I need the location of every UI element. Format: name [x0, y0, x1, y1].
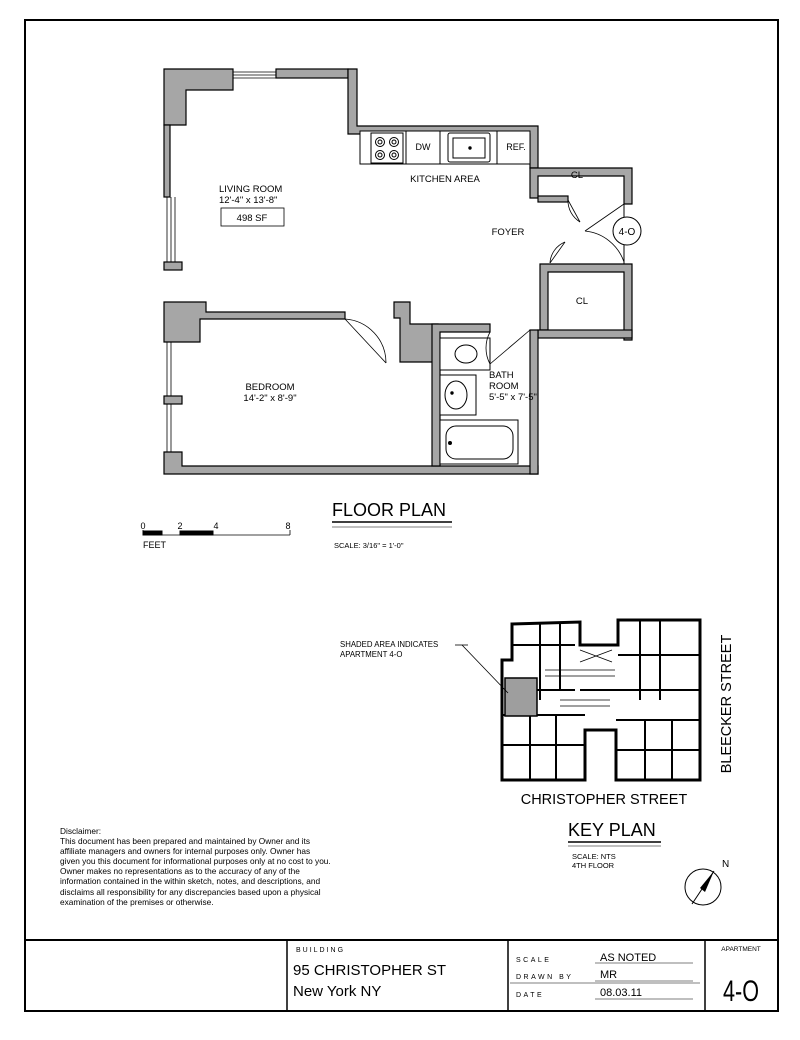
bedroom-name: BEDROOM: [245, 382, 295, 393]
date-label: DATE: [516, 992, 545, 999]
bath-dims: 5'-5" x 7'-5": [489, 392, 537, 403]
floor-plan-title: FLOOR PLAN: [332, 500, 447, 520]
drawn-by-label: DRAWN BY: [516, 974, 574, 981]
key-plan-building: [502, 620, 700, 780]
key-plan-callout-2: APARTMENT 4-O: [340, 650, 403, 659]
kitchen-name: KITCHEN AREA: [410, 174, 480, 185]
date-value: 08.03.11: [600, 987, 643, 999]
drawn-by-value: MR: [600, 969, 618, 981]
toilet-icon: [455, 345, 477, 363]
north-arrow-icon: [685, 869, 721, 905]
window-top: [233, 72, 276, 78]
living-room-area: 498 SF: [236, 213, 268, 224]
key-plan-scale: SCALE: NTS: [572, 852, 616, 861]
scale-block-label: SCALE: [516, 957, 552, 964]
north-label: N: [722, 859, 730, 870]
kitchen-counter: [360, 131, 530, 164]
street-right: BLEECKER STREET: [719, 634, 735, 774]
bath-name-2: ROOM: [489, 381, 519, 392]
building-address-1: 95 CHRISTOPHER ST: [293, 962, 447, 979]
apartment-label: APARTMENT: [721, 946, 761, 953]
scale-unit: FEET: [143, 540, 167, 550]
lavatory-icon: [445, 381, 467, 409]
dishwasher-label: DW: [415, 142, 431, 152]
bedroom-dims: 14'-2" x 8'-9": [243, 393, 297, 404]
disclaimer-line: examination of the premises or otherwise.: [60, 896, 214, 907]
floor-plan-scale: SCALE: 3/16" = 1'-0": [334, 541, 404, 550]
key-plan-shaded-apartment: [505, 678, 537, 716]
closet-upper-name: CL: [570, 170, 584, 181]
scale-label-8: 8: [285, 521, 291, 531]
scale-label-2: 2: [177, 521, 183, 531]
disclaimer-line: This document has been prepared and maintained by Owner and its: [60, 836, 310, 847]
bath-name-1: BATH: [489, 370, 514, 381]
key-plan-title: KEY PLAN: [568, 820, 656, 840]
disclaimer: [60, 826, 390, 907]
street-bottom: CHRISTOPHER STREET: [520, 792, 688, 808]
key-plan-floor: 4TH FLOOR: [572, 861, 615, 870]
building-label: BUILDING: [296, 947, 346, 954]
key-plan-callout-1: SHADED AREA INDICATES: [340, 640, 439, 649]
disclaimer-line: given you this document for informational purposes only at no cost to you.: [60, 856, 331, 867]
disclaimer-heading: Disclaimer:: [60, 826, 102, 836]
scale-label-4: 4: [213, 521, 219, 531]
foyer-name: FOYER: [491, 227, 525, 238]
living-room-name: LIVING ROOM: [219, 184, 283, 195]
scale-block-value: AS NOTED: [600, 952, 657, 964]
living-room-dims: 12'-4" x 13'-8": [219, 195, 278, 206]
floor-plan-walls: [164, 69, 632, 474]
building-address-2: New York NY: [293, 983, 382, 1000]
apartment-number: 4-O: [723, 973, 759, 1008]
unit-tag: 4-O: [618, 227, 636, 238]
scale-label-0: 0: [140, 521, 146, 531]
refrigerator-label: REF.: [506, 142, 526, 152]
closet-lower-name: CL: [575, 296, 589, 307]
disclaimer-line: information contained in the within sketch, notes, and descriptions, and: [60, 876, 321, 887]
disclaimer-line: affiliate managers and owners for internal purposes only. Owner has: [60, 846, 311, 857]
disclaimer-line: disclaims all responsibility for any discrepancies based upon a physical: [60, 886, 321, 897]
disclaimer-line: Owner makes no representations as to the accuracy of any of the: [60, 866, 300, 877]
